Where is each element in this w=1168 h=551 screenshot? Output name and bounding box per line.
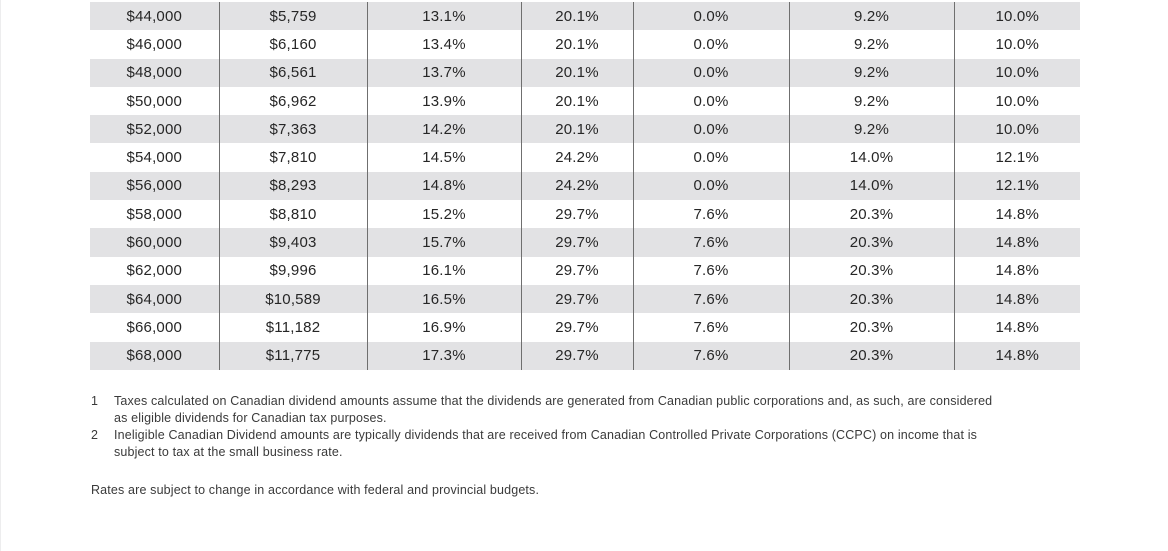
table-cell: 20.3% bbox=[789, 342, 954, 370]
table-cell: $11,775 bbox=[219, 342, 367, 370]
table-cell: 20.3% bbox=[789, 200, 954, 228]
table-row bbox=[90, 143, 1080, 171]
table-cell: 10.0% bbox=[954, 59, 1080, 87]
table-cell: $66,000 bbox=[126, 318, 183, 336]
table-cell: 10.0% bbox=[954, 115, 1080, 143]
table-cell: 14.8% bbox=[954, 313, 1080, 341]
table-cell: 24.2% bbox=[521, 172, 633, 200]
table-cell: 9.2% bbox=[789, 87, 954, 115]
table-cell: 10.0% bbox=[954, 87, 1080, 115]
table-cell: 14.8% bbox=[954, 285, 1080, 313]
table-cell: $64,000 bbox=[90, 285, 219, 313]
table-cell: 29.7% bbox=[521, 313, 633, 341]
footnote-1-line-1: Taxes calculated on Canadian dividend amounts assume that the dividends are generated from Canadian public corporations and, as such, are considered bbox=[114, 394, 993, 408]
footnote-2-number: 2 bbox=[91, 428, 99, 442]
table-cell: 0.0% bbox=[633, 2, 789, 30]
table-cell: $8,810 bbox=[219, 200, 367, 228]
table-cell: 7.6% bbox=[633, 228, 789, 256]
table-cell: $58,000 bbox=[126, 205, 183, 223]
table-row bbox=[90, 87, 1080, 115]
table-cell: 7.6% bbox=[633, 257, 789, 285]
table-cell: 14.2% bbox=[367, 115, 521, 143]
table-row bbox=[90, 342, 1080, 370]
footnote-1-text bbox=[114, 393, 1091, 427]
table-cell: 9.2% bbox=[789, 115, 954, 143]
table-cell: 14.0% bbox=[789, 172, 954, 200]
tax-rate-table bbox=[90, 2, 1080, 370]
table-cell: 29.7% bbox=[521, 257, 633, 285]
table-cell: 10.0% bbox=[954, 2, 1080, 30]
table-cell: 29.7% bbox=[521, 228, 633, 256]
table-cell: $6,160 bbox=[219, 30, 367, 58]
table-cell: $9,403 bbox=[219, 228, 367, 256]
table-cell: 20.3% bbox=[789, 285, 954, 313]
table-cell: 0.0% bbox=[633, 87, 789, 115]
table-row bbox=[90, 59, 1080, 87]
footnotes-section bbox=[91, 393, 1091, 461]
table-cell: 14.8% bbox=[954, 200, 1080, 228]
tax-table-body bbox=[90, 2, 1080, 370]
table-cell: $8,293 bbox=[219, 172, 367, 200]
table-cell: 0.0% bbox=[633, 172, 789, 200]
table-cell: 20.3% bbox=[789, 257, 954, 285]
table-cell: 29.7% bbox=[521, 200, 633, 228]
table-cell: 7.6% bbox=[633, 285, 789, 313]
table-cell: 9.2% bbox=[789, 30, 954, 58]
table-cell: 16.9% bbox=[367, 313, 521, 341]
table-cell: 0.0% bbox=[633, 59, 789, 87]
table-cell: 29.7% bbox=[521, 285, 633, 313]
table-cell: 9.2% bbox=[789, 2, 954, 30]
table-cell: 20.1% bbox=[521, 2, 633, 30]
table-cell: 20.1% bbox=[521, 87, 633, 115]
footnote-1 bbox=[91, 393, 1091, 427]
table-cell: 13.4% bbox=[367, 30, 521, 58]
table-cell: $6,962 bbox=[219, 87, 367, 115]
table-cell: $11,182 bbox=[219, 313, 367, 341]
table-cell: $62,000 bbox=[126, 262, 183, 280]
table-cell: 0.0% bbox=[633, 143, 789, 171]
table-cell: 14.0% bbox=[789, 143, 954, 171]
table-cell: 15.7% bbox=[367, 228, 521, 256]
table-cell: 9.2% bbox=[789, 59, 954, 87]
table-cell: $68,000 bbox=[90, 342, 219, 370]
table-cell: 16.1% bbox=[367, 257, 521, 285]
table-row bbox=[90, 257, 1080, 285]
table-cell: 20.3% bbox=[789, 313, 954, 341]
table-row bbox=[90, 313, 1080, 341]
table-cell: 20.3% bbox=[789, 228, 954, 256]
table-cell: $44,000 bbox=[90, 2, 219, 30]
table-cell: $48,000 bbox=[90, 59, 219, 87]
table-row bbox=[90, 115, 1080, 143]
table-cell: 7.6% bbox=[633, 200, 789, 228]
table-cell: 29.7% bbox=[521, 342, 633, 370]
table-cell: 14.8% bbox=[954, 228, 1080, 256]
table-cell: 17.3% bbox=[367, 342, 521, 370]
footnote-1-line-2: as eligible dividends for Canadian tax purposes. bbox=[114, 411, 387, 425]
table-row bbox=[90, 2, 1080, 30]
table-row bbox=[90, 200, 1080, 228]
table-row bbox=[90, 285, 1080, 313]
table-cell: 7.6% bbox=[633, 342, 789, 370]
table-row bbox=[90, 172, 1080, 200]
footnote-2 bbox=[91, 427, 1091, 461]
table-cell: 14.8% bbox=[954, 342, 1080, 370]
table-cell: 24.2% bbox=[521, 143, 633, 171]
table-cell: 14.5% bbox=[367, 143, 521, 171]
footnote-1-number: 1 bbox=[91, 394, 99, 408]
rates-disclaimer: Rates are subject to change in accordance with federal and provincial budgets. bbox=[91, 483, 540, 497]
table-cell: $7,810 bbox=[219, 143, 367, 171]
table-cell: $54,000 bbox=[126, 149, 183, 167]
table-cell: 20.1% bbox=[521, 115, 633, 143]
table-row bbox=[90, 228, 1080, 256]
table-cell: $7,363 bbox=[219, 115, 367, 143]
table-cell: $5,759 bbox=[219, 2, 367, 30]
table-cell: $9,996 bbox=[219, 257, 367, 285]
table-row bbox=[90, 30, 1080, 58]
table-cell: $50,000 bbox=[126, 92, 183, 110]
table-cell: $46,000 bbox=[126, 35, 183, 53]
footnote-2-line-2: subject to tax at the small business rate. bbox=[114, 445, 343, 459]
table-cell: 10.0% bbox=[954, 30, 1080, 58]
table-cell: 7.6% bbox=[633, 313, 789, 341]
table-cell: 13.9% bbox=[367, 87, 521, 115]
table-cell: 13.1% bbox=[367, 2, 521, 30]
tax-rate-table-container bbox=[90, 2, 1080, 370]
table-cell: $10,589 bbox=[219, 285, 367, 313]
table-cell: $56,000 bbox=[90, 172, 219, 200]
table-cell: $6,561 bbox=[219, 59, 367, 87]
table-cell: $52,000 bbox=[90, 115, 219, 143]
table-cell: 20.1% bbox=[521, 59, 633, 87]
table-cell: 0.0% bbox=[633, 115, 789, 143]
table-cell: 20.1% bbox=[521, 30, 633, 58]
table-cell: 12.1% bbox=[954, 172, 1080, 200]
table-cell: 14.8% bbox=[954, 257, 1080, 285]
footnote-2-line-1: Ineligible Canadian Dividend amounts are typically dividends that are received from Canadian Controlled Private Corporations (CCPC) on income that is bbox=[114, 428, 978, 442]
footnote-2-text bbox=[114, 427, 1091, 461]
table-cell: 12.1% bbox=[954, 143, 1080, 171]
table-cell: 15.2% bbox=[367, 200, 521, 228]
table-cell: $60,000 bbox=[90, 228, 219, 256]
table-cell: 14.8% bbox=[367, 172, 521, 200]
table-cell: 16.5% bbox=[367, 285, 521, 313]
table-cell: 0.0% bbox=[633, 30, 789, 58]
table-cell: 13.7% bbox=[367, 59, 521, 87]
